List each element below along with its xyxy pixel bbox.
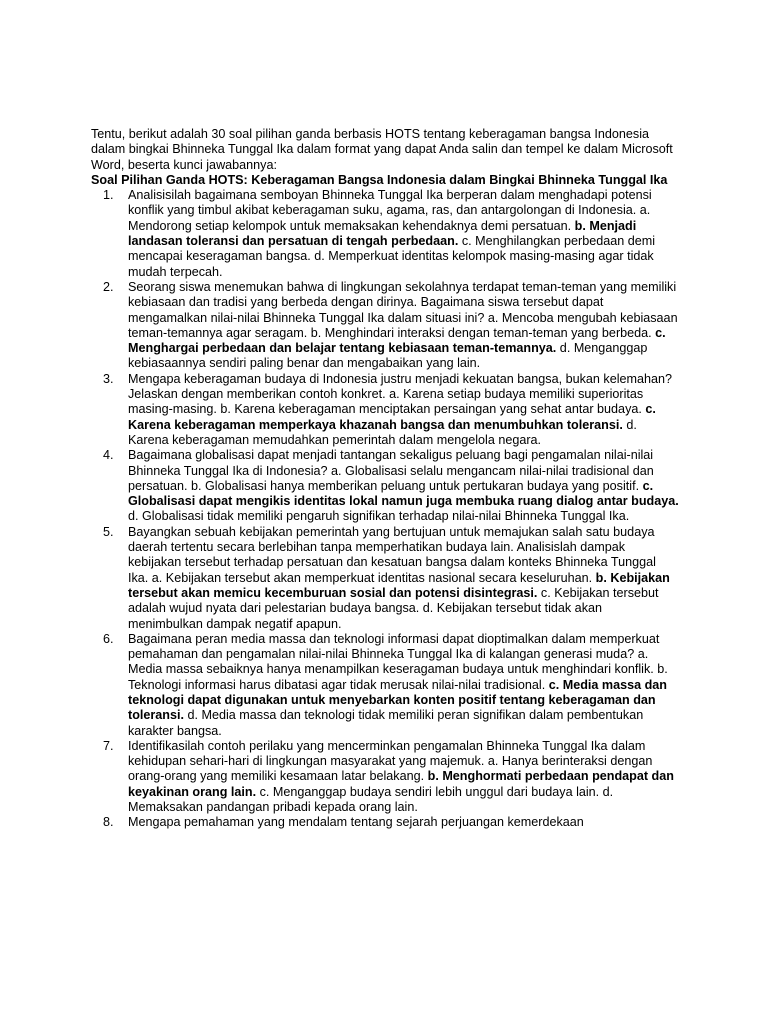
remaining-options: d. Globalisasi tidak memiliki pengaruh signifikan terhadap nilai-nilai Bhinneka Tunggal Ika.: [128, 509, 630, 524]
question-number: 4.: [103, 448, 114, 463]
question-list: [91, 188, 679, 830]
question-text: Bayangkan sebuah kebijakan pemerintah yang bertujuan untuk memajukan salah satu budaya daerah tertentu secara berlebihan tanpa memperhatikan budaya lain. Analisislah dampak kebijakan tersebut terhadap persatuan dan kesatuan bangsa dalam konteks Bhinneka Tunggal Ika. a. Kebijakan tersebut akan memperkuat identitas nasional secara keseluruhan.: [128, 524, 656, 585]
question-number: 3.: [103, 371, 114, 386]
remaining-options: c. Kebijakan tersebut adalah wujud nyata dari pelestarian budaya bangsa. d. Kebijakan tersebut tidak akan menimbulkan dampak negatif apapun.: [128, 585, 659, 631]
remaining-options: d. Menganggap kebiasaannya sendiri paling benar dan mengabaikan yang lain.: [128, 341, 648, 371]
correct-answer: b. Menghormati perbedaan pendapat dan keyakinan orang lain.: [128, 769, 674, 799]
correct-answer: c. Media massa dan teknologi dapat digunakan untuk menyebarkan konten positif tentang keberagaman dan toleransi.: [128, 677, 667, 723]
question-text: Bagaimana globalisasi dapat menjadi tantangan sekaligus peluang bagi pengamalan nilai-nilai Bhinneka Tunggal Ika di Indonesia? a. Globalisasi selalu mengancam nilai-nilai tradisional dan persatuan. b. Globalisasi hanya memberikan peluang untuk pertukaran budaya yang positif.: [128, 448, 654, 493]
question-text: Identifikasilah contoh perilaku yang mencerminkan pengamalan Bhinneka Tunggal Ika dalam kehidupan sehari-hari di lingkungan masyarakat yang majemuk. a. Hanya berinteraksi dengan orang-orang yang memiliki kesamaan latar belakang.: [128, 738, 653, 784]
question-item: [91, 525, 679, 632]
question-item: [91, 372, 679, 448]
question-number: 1.: [103, 188, 114, 203]
intro-paragraph: Tentu, berikut adalah 30 soal pilihan ganda berbasis HOTS tentang keberagaman bangsa Indonesia dalam bingkai Bhinneka Tunggal Ika dalam format yang dapat Anda salin dan tempel ke dalam Microsoft Word, beserta kunci jawabannya:: [91, 127, 673, 172]
question-item: [91, 280, 679, 372]
remaining-options: d. Karena keberagaman memudahkan pemerintah dalam mengelola negara.: [128, 417, 637, 447]
correct-answer: c. Menghargai perbedaan dan belajar tentang kebiasaan teman-temannya.: [128, 325, 666, 356]
question-number: 5.: [103, 524, 114, 539]
correct-answer: b. Kebijakan tersebut akan memicu kecemburuan sosial dan potensi disintegrasi.: [128, 570, 670, 600]
document-page: [91, 127, 679, 831]
correct-answer: b. Menjadi landasan toleransi dan persatuan di tengah perbedaan.: [128, 218, 637, 249]
correct-answer: c. Globalisasi dapat mengikis identitas lokal namun juga membuka ruang dialog antar budaya.: [128, 478, 679, 509]
correct-answer: c. Karena keberagaman memperkaya khazanah bangsa dan menumbuhkan toleransi.: [128, 402, 656, 432]
question-number: 6.: [103, 631, 114, 646]
question-text: Seorang siswa menemukan bahwa di lingkungan sekolahnya terdapat teman-teman yang memiliki kebiasaan dan tradisi yang berbeda dengan dirinya. Bagaimana siswa tersebut dapat mengamalkan nilai-nilai Bhinneka Tunggal Ika dalam situasi ini? a. Mencoba mengubah kebiasaan teman-temannya agar seragam. b. Menghindari interaksi dengan teman-teman yang berbeda.: [128, 279, 678, 340]
remaining-options: d. Media massa dan teknologi tidak memiliki peran signifikan dalam pembentukan karakter bangsa.: [128, 708, 644, 738]
question-item: [91, 448, 679, 524]
question-item: [91, 815, 679, 830]
question-number: 7.: [103, 738, 114, 753]
question-text: Mengapa keberagaman budaya di Indonesia justru menjadi kekuatan bangsa, bukan kelemahan? Jelaskan dengan memberikan contoh konkret. a. Karena setiap budaya memiliki superioritas masing-masing. b. Karena keberagaman menciptakan persaingan yang sehat antar budaya.: [128, 371, 673, 417]
question-text: Bagaimana peran media massa dan teknologi informasi dapat dioptimalkan dalam memperkuat pemahaman dan pengamalan nilai-nilai Bhinneka Tunggal Ika di kalangan generasi muda? a. Media massa sebaiknya hanya menampilkan keseragaman budaya untuk menghindari konflik. b. Teknologi informasi harus dibatasi agar tidak merusak nilai-nilai tradisional.: [128, 631, 668, 692]
question-item: [91, 739, 679, 815]
document-heading: Soal Pilihan Ganda HOTS: Keberagaman Bangsa Indonesia dalam Bingkai Bhinneka Tunggal Ika: [91, 172, 668, 187]
question-number: 2.: [103, 279, 114, 294]
remaining-options: c. Menganggap budaya sendiri lebih unggul dari budaya lain. d. Memaksakan pandangan pribadi kepada orang lain.: [128, 784, 614, 815]
question-text: Analisisilah bagaimana semboyan Bhinneka Tunggal Ika berperan dalam menghadapi potensi konflik yang timbul akibat keberagaman suku, agama, ras, dan antargolongan di Indonesia. a. Mendorong setiap kelompok untuk memaksakan kehendaknya demi persatuan.: [128, 188, 652, 233]
remaining-options: c. Menghilangkan perbedaan demi mencapai keseragaman bangsa. d. Memperkuat identitas kelompok masing-masing agar tidak mudah terpecah.: [128, 234, 656, 279]
question-text: Mengapa pemahaman yang mendalam tentang sejarah perjuangan kemerdekaan: [128, 815, 584, 830]
question-item: [91, 188, 679, 280]
question-item: [91, 632, 679, 739]
question-number: 8.: [103, 815, 114, 830]
